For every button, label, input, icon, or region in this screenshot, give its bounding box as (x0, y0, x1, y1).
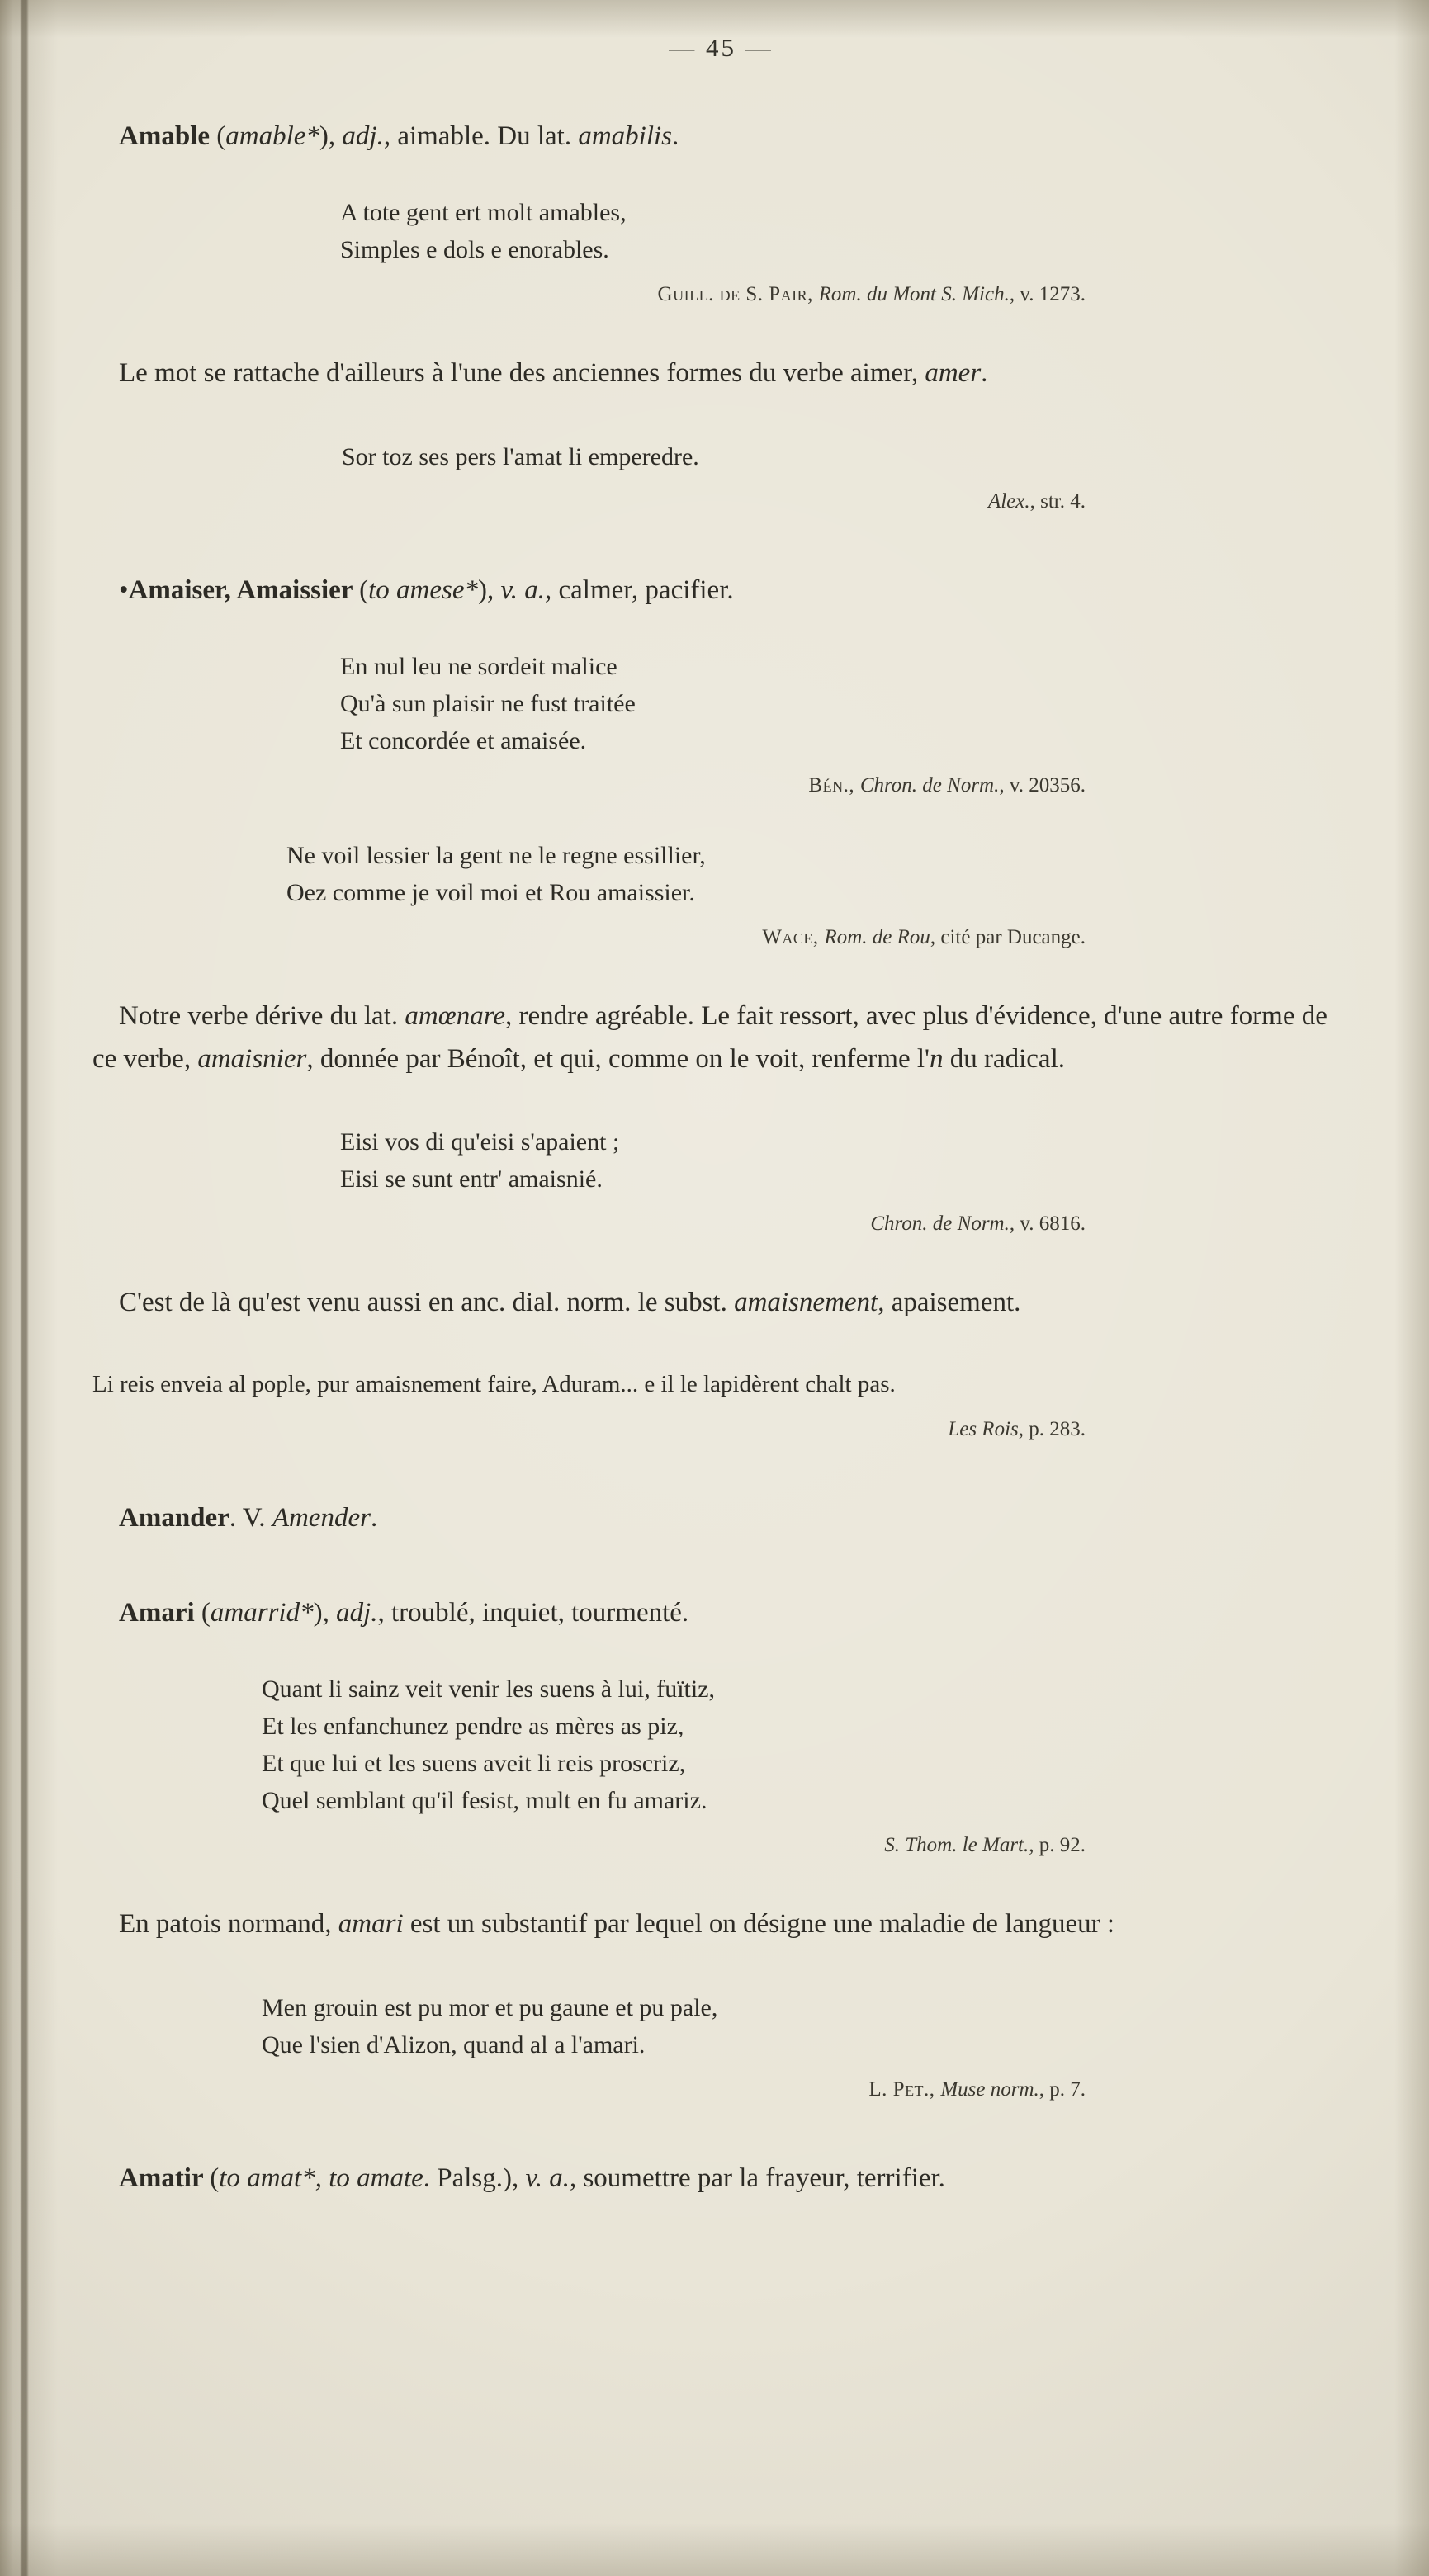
citation-segment: L. Pet., (868, 2077, 941, 2101)
text-segment: , apaisement. (878, 1287, 1021, 1317)
citation-segment: Les Rois (948, 1417, 1019, 1440)
citation (262, 1831, 1350, 1860)
text-segment: Le mot se rattache d'ailleurs à l'une des anciennes formes du verbe aimer, (119, 358, 925, 389)
text-segment: , aimable. Du lat. (383, 121, 579, 151)
citation-segment: , p. 7. (1039, 2077, 1086, 2101)
verse-line: Men grouin est pu mor et pu gaune et pu pale, (262, 1993, 718, 2021)
verse-line: Eisi vos di qu'eisi s'apaient ; (340, 1127, 620, 1156)
text-segment: est un substantif par lequel on désigne une maladie de langueur : (403, 1909, 1115, 1940)
citation-segment: Chron. de Norm. (859, 773, 1000, 796)
citation-segment: , v. 20356. (999, 773, 1086, 796)
text-segment: , calmer, pacifier. (544, 574, 734, 605)
citation-segment: , str. 4. (1029, 489, 1086, 513)
body-paragraph (92, 1282, 1350, 1324)
text-segment: Notre verbe dérive du lat. (119, 1001, 405, 1032)
citation-segment: Alex. (987, 489, 1030, 513)
verse-line: En nul leu ne sordeit malice (340, 652, 617, 680)
verse-line: Eisi se sunt entr' amaisnié. (340, 1165, 603, 1193)
text-segment: ( (359, 574, 369, 605)
verse-line: Ne voil lessier la gent ne le regne essillier, (286, 842, 706, 870)
verse-line: A tote gent ert molt amables, (340, 199, 627, 227)
citation-segment: Guill. de S. Pair, (657, 283, 819, 306)
verse-block (92, 438, 1350, 517)
prose-quotation (92, 1367, 1350, 1403)
citation-segment: Rom. de Rou (824, 926, 930, 949)
citation-segment: S. Thom. le Mart. (884, 1834, 1029, 1857)
text-segment: n (929, 1043, 944, 1074)
verse-line: Sor toz ses pers l'amat li emperedre. (342, 442, 699, 470)
citation (342, 487, 1350, 517)
text-segment: • (119, 574, 129, 605)
text-segment: amaisnier (197, 1043, 307, 1074)
entry-amaiser (92, 570, 1350, 612)
text-segment: . (370, 1502, 378, 1533)
page-content (92, 33, 1350, 2216)
text-segment: v. a. (525, 2162, 570, 2193)
text-segment: to amat*, to amate (219, 2162, 423, 2193)
text-segment: ), (319, 121, 343, 151)
verse-line: Et que lui et les suens aveit li reis proscriz, (262, 1750, 686, 1778)
text-segment: Amender (272, 1502, 371, 1533)
citation (92, 1415, 1350, 1444)
text-segment: ), (478, 574, 501, 605)
text-segment: du radical. (943, 1043, 1065, 1074)
text-segment: ( (201, 1597, 211, 1628)
entry-amatir (92, 2158, 1350, 2200)
citation-segment: , v. 6816. (1009, 1212, 1086, 1235)
body-paragraph (92, 995, 1350, 1080)
body-paragraph (92, 352, 1350, 395)
text-segment: Amander (119, 1502, 229, 1533)
entry-amari (92, 1592, 1350, 1634)
verse-block (92, 1671, 1350, 1860)
text-segment: , rendre agréable. Le fait ressort, avec plus d'évidence, d'une autre forme de ce verbe, (92, 1001, 1327, 1074)
citation (340, 280, 1350, 310)
text-segment: , soumettre par la frayeur, terrifier. (569, 2162, 945, 2193)
text-segment: amarrid* (210, 1597, 314, 1628)
text-segment: ), (313, 1597, 337, 1628)
text-segment: amœnare (405, 1001, 505, 1032)
citation-segment: Bén., (808, 773, 860, 796)
text-segment: Amatir (119, 2162, 211, 2193)
verse-block (92, 1123, 1350, 1239)
verse-block (92, 837, 1350, 952)
citation-segment: Rom. du Mont S. Mich. (818, 283, 1010, 306)
entry-amable (92, 116, 1350, 158)
text-segment: amer (925, 358, 982, 389)
verse-line: Quel semblant qu'il fesist, mult en fu amariz. (262, 1787, 707, 1815)
citation-segment: , p. 283. (1018, 1417, 1086, 1440)
entry-amander (92, 1497, 1350, 1539)
text-segment: C'est de là qu'est venu aussi en anc. dial. norm. le subst. (119, 1287, 735, 1317)
page-number: — 45 — (669, 33, 774, 62)
text-segment: . (981, 358, 988, 389)
citation-segment: Wace, (762, 926, 825, 949)
citation-segment: Muse norm. (940, 2077, 1039, 2101)
citation-segment: , cité par Ducange. (930, 926, 1086, 949)
text-segment: , donnée par Bénoît, et qui, comme on le voit, renferme l' (306, 1043, 930, 1074)
citation (262, 2075, 1350, 2105)
text-segment: ( (210, 2162, 220, 2193)
text-segment: adj. (336, 1597, 378, 1628)
text-segment: Amable (119, 121, 217, 151)
text-segment: Amari (119, 1597, 201, 1628)
text-segment: amable* (225, 121, 319, 151)
text-segment: adj. (342, 121, 384, 151)
text-segment: Amaiser, Amaissier (128, 574, 360, 605)
text-segment: En patois normand, (119, 1909, 338, 1940)
citation-segment: , v. 1273. (1009, 283, 1086, 306)
verse-line: Qu'à sun plaisir ne fust traitée (340, 689, 636, 717)
citation (286, 923, 1350, 952)
verse-line: Simples e dols e enorables. (340, 236, 609, 264)
verse-line: Oez comme je voil moi et Rou amaissier. (286, 879, 695, 907)
text-segment: amari (338, 1909, 404, 1940)
citation-segment: , p. 92. (1029, 1834, 1086, 1857)
text-segment: to amese* (368, 574, 479, 605)
citation (340, 771, 1350, 801)
verse-line: Et les enfanchunez pendre as mères as piz, (262, 1713, 684, 1741)
text-segment: Li reis enveia al pople, pur amaisnement faire, Aduram... e il le lapidèrent chalt pas. (92, 1371, 896, 1398)
text-segment: . Palsg.), (423, 2162, 526, 2193)
verse-block (92, 1989, 1350, 2105)
text-segment: , troublé, inquiet, tourmenté. (377, 1597, 689, 1628)
text-segment: amabilis (578, 121, 673, 151)
citation-segment: Chron. de Norm. (870, 1212, 1010, 1235)
verse-line: Et concordée et amaisée. (340, 726, 587, 754)
verse-line: Que l'sien d'Alizon, quand al a l'amari. (262, 2030, 646, 2058)
citation (340, 1209, 1350, 1239)
body-paragraph (92, 1903, 1350, 1945)
text-segment: ( (216, 121, 226, 151)
verse-block (92, 648, 1350, 801)
verse-line: Quant li sainz veit venir les suens à lui, fuïtiz, (262, 1676, 716, 1704)
text-segment: . (672, 121, 679, 151)
text-segment: . V. (229, 1502, 272, 1533)
verse-block (92, 194, 1350, 310)
text-segment: amaisnement (734, 1287, 878, 1317)
text-segment: v. a. (500, 574, 545, 605)
